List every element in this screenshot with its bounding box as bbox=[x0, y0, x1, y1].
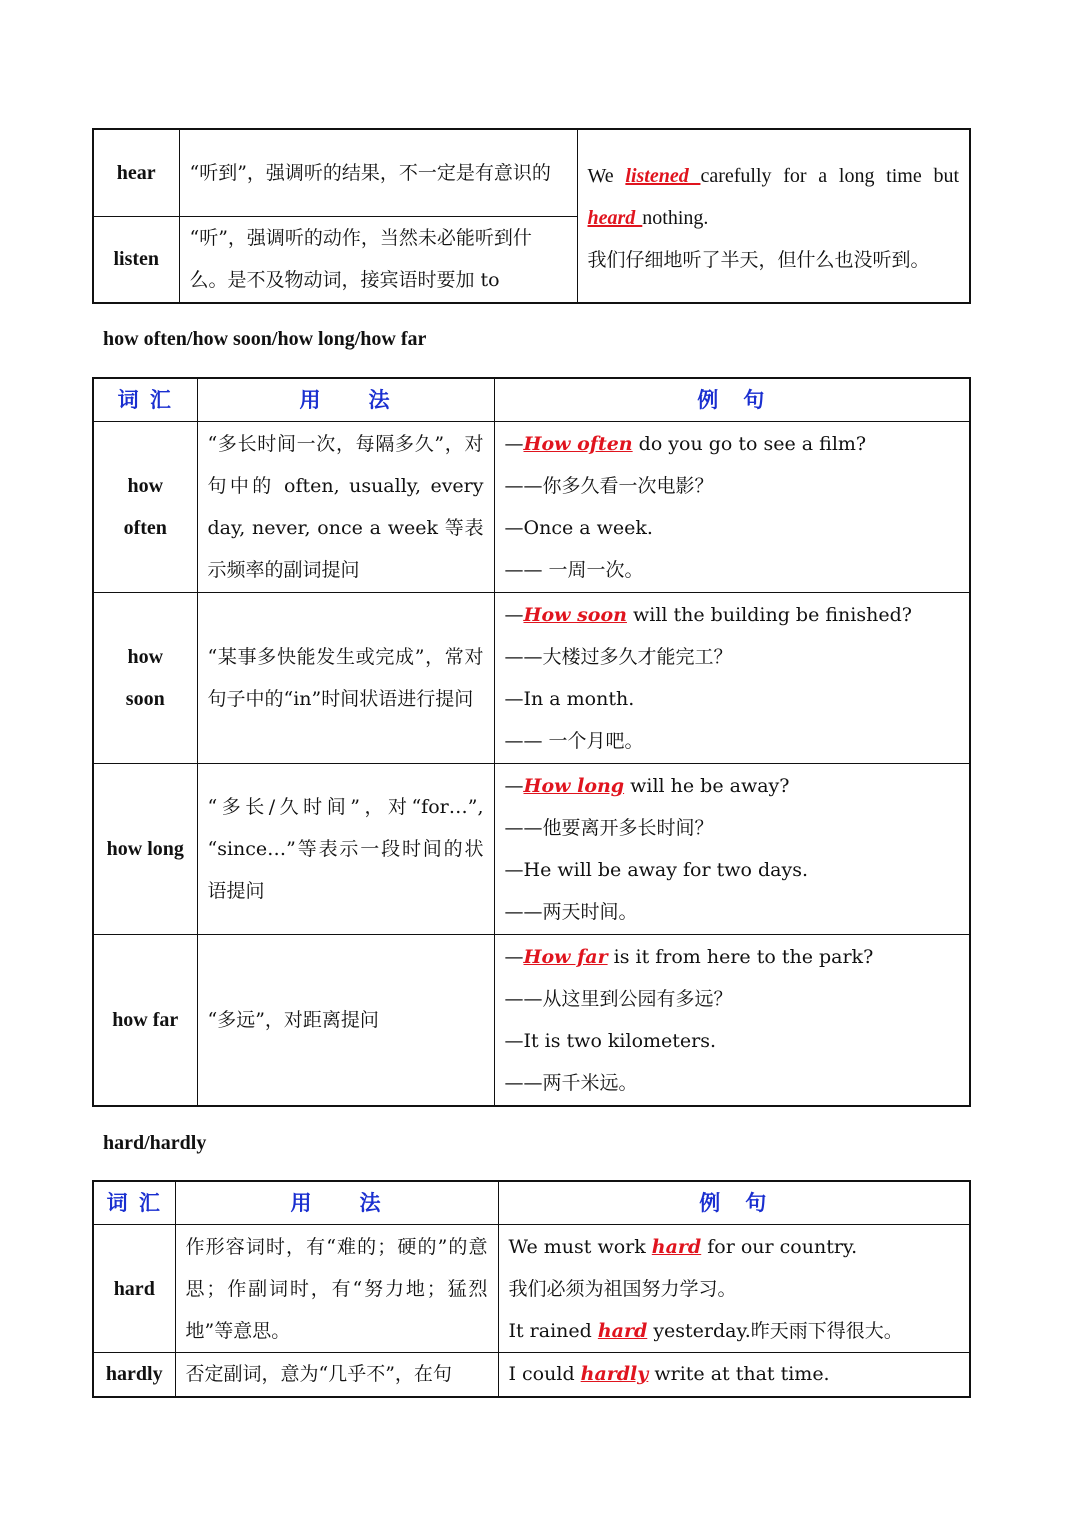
highlight-heard: heard bbox=[587, 207, 643, 229]
word-how-far: how far bbox=[93, 935, 197, 1106]
section-title-how: how often/how soon/how long/how far bbox=[103, 328, 427, 350]
answer: —He will be away for two days. bbox=[504, 859, 809, 881]
example-how-often: —How often do you go to see a film? ——你多久看一次电影？ —Once a week. —— 一周一次。 bbox=[494, 422, 970, 593]
question-translation: ——他要离开多长时间？ bbox=[504, 817, 714, 839]
word-hard: hard bbox=[93, 1225, 175, 1353]
answer-translation: ——两天时间。 bbox=[504, 901, 638, 923]
question-translation: ——从这里到公园有多远？ bbox=[504, 987, 733, 1010]
answer: —In a month. bbox=[504, 688, 635, 710]
answer-translation: —— 一个月吧。 bbox=[504, 730, 644, 752]
highlight-how-long: How long bbox=[523, 775, 625, 797]
example-how-long: —How long will he be away? ——他要离开多长时间？ —He will be away for two days. ——两天时间。 bbox=[494, 764, 970, 935]
example-hardly: I could hardly write at that time. bbox=[498, 1353, 970, 1397]
word-listen: listen bbox=[93, 216, 179, 303]
usage-hear: “听到”，强调听的结果，不一定是有意识的 bbox=[179, 129, 577, 216]
question-translation: ——大楼过多久才能完工？ bbox=[504, 646, 733, 668]
highlight-how-often: How often bbox=[523, 433, 633, 455]
word-how-soon: how soon bbox=[93, 593, 197, 764]
answer-translation: ——两千米远。 bbox=[504, 1071, 638, 1094]
header-usage: 用 法 bbox=[197, 378, 494, 422]
word-hardly: hardly bbox=[93, 1353, 175, 1397]
header-vocab: 词 汇 bbox=[93, 378, 197, 422]
highlight-how-far: How far bbox=[523, 945, 608, 968]
hear-listen-table bbox=[92, 128, 971, 304]
usage-hard: 作形容词时，有“难的；硬的”的意思；作副词时，有“努力地；猛烈地”等意思。 bbox=[175, 1225, 498, 1353]
highlight-how-soon: How soon bbox=[523, 604, 627, 626]
usage-how-far: “多远”，对距离提问 bbox=[197, 935, 494, 1106]
header-example: 例 句 bbox=[498, 1181, 970, 1225]
highlight-hardly: hardly bbox=[580, 1363, 649, 1386]
highlight-listened: listened bbox=[625, 165, 701, 187]
question-translation: ——你多久看一次电影？ bbox=[504, 475, 714, 497]
usage-how-often: “多长时间一次，每隔多久”，对句中的 often, usually, every day, never, once a week 等表示频率的副词提问 bbox=[197, 422, 494, 593]
word-hear: hear bbox=[93, 129, 179, 216]
usage-hardly: 否定副词，意为“几乎不”，在句 bbox=[175, 1353, 498, 1397]
word-how-often: how often bbox=[93, 422, 197, 593]
answer: —It is two kilometers. bbox=[504, 1029, 717, 1052]
header-example: 例 句 bbox=[494, 378, 970, 422]
how-questions-table bbox=[92, 377, 971, 1107]
example-how-far: —How far is it from here to the park? ——从这里到公园有多远？ —It is two kilometers. ——两千米远。 bbox=[494, 935, 970, 1106]
answer-translation: —— 一周一次。 bbox=[504, 559, 644, 581]
example-how-soon: —How soon will the building be finished? ——大楼过多久才能完工？ —In a month. —— 一个月吧。 bbox=[494, 593, 970, 764]
example-translation: 我们必须为祖国努力学习。 bbox=[508, 1277, 737, 1300]
example-hear-listen bbox=[577, 129, 970, 303]
example-text: We bbox=[587, 165, 626, 187]
example-hard: We must work hard for our country. 我们必须为祖国努力学习。 It rained hard yesterday.昨天雨下得很大。 bbox=[498, 1225, 970, 1353]
header-vocab: 词 汇 bbox=[93, 1181, 175, 1225]
example-text: nothing. bbox=[642, 207, 709, 229]
hard-hardly-table bbox=[92, 1180, 971, 1398]
usage-listen: “听”，强调听的动作，当然未必能听到什么。是不及物动词，接宾语时要加 to bbox=[179, 216, 577, 303]
section-title-hard: hard/hardly bbox=[103, 1132, 207, 1154]
usage-how-long: “多长/久时间”，对“for…”, “since…”等表示一段时间的状语提问 bbox=[197, 764, 494, 935]
usage-how-soon: “某事多快能发生或完成”，常对句子中的“in”时间状语进行提问 bbox=[197, 593, 494, 764]
example-text: carefully for a long time but bbox=[700, 165, 960, 187]
highlight-hard: hard bbox=[597, 1319, 648, 1342]
highlight-hard: hard bbox=[651, 1235, 702, 1258]
header-usage: 用 法 bbox=[175, 1181, 498, 1225]
example-translation: 我们仔细地听了半天，但什么也没听到。 bbox=[587, 249, 930, 271]
answer: —Once a week. bbox=[504, 517, 653, 539]
word-how-long: how long bbox=[93, 764, 197, 935]
